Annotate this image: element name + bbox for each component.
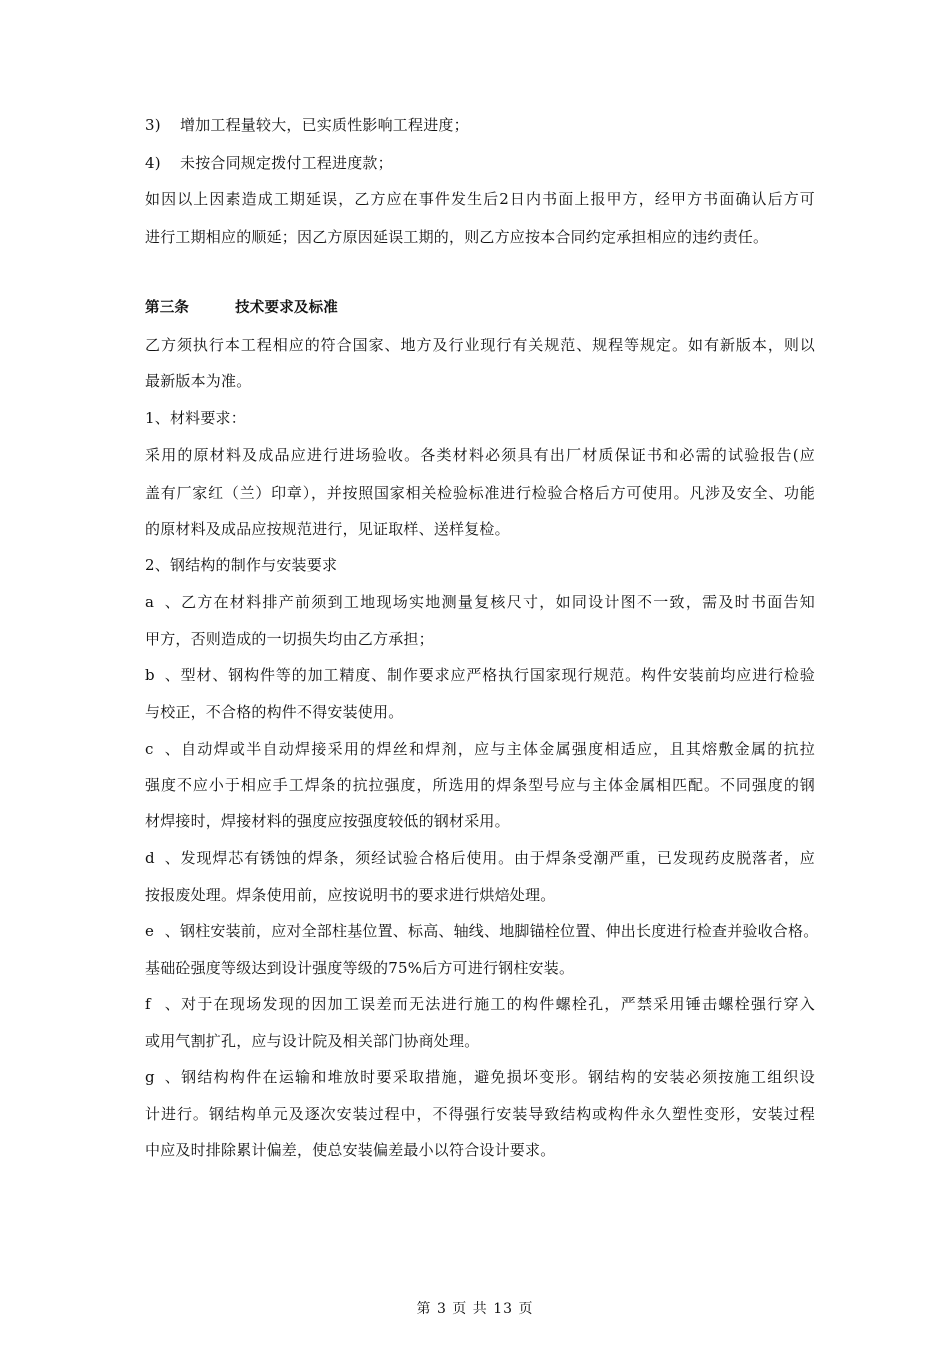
item-text: 型材、钢构件等的加工精度、制作要求应严格执行国家现行规范。构件安装前均应进行检验 bbox=[180, 666, 815, 684]
steel-item-a bbox=[145, 592, 815, 612]
paragraph-line: 中应及时排除累计偏差，使总安装偏差最小以符合设计要求。 bbox=[145, 1141, 556, 1159]
section-title: 技术要求及标准 bbox=[235, 300, 339, 316]
steel-item-g bbox=[145, 1067, 815, 1087]
paragraph-line: 材焊接时，焊接材料的强度应按强度较低的钢材采用。 bbox=[145, 812, 510, 830]
list-marker: 3) bbox=[145, 116, 161, 134]
paragraph-line: 盖有厂家红（兰）印章），并按照国家相关检验标准进行检验合格后方可使用。凡涉及安全、功能 bbox=[145, 484, 815, 502]
item-text: 钢结构构件在运输和堆放时要采取措施，避免损坏变形。钢结构的安装必须按施工组织设 bbox=[180, 1068, 815, 1086]
paragraph-line: 乙方须执行本工程相应的符合国家、地方及行业现行有关规范、规程等规定。如有新版本，则以 bbox=[145, 336, 815, 354]
steel-item-e bbox=[145, 921, 819, 941]
list-item-4 bbox=[145, 153, 815, 173]
paragraph-line: 与校正，不合格的构件不得安装使用。 bbox=[145, 703, 404, 721]
item-text: 发现焊芯有锈蚀的焊条，须经试验合格后使用。由于焊条受潮严重，已发现药皮脱落者，应 bbox=[180, 849, 815, 867]
item-text: 对于在现场发现的因加工误差而无法进行施工的构件螺栓孔，严禁采用锤击螺栓强行穿入 bbox=[180, 995, 815, 1013]
subsection-heading: 1、材料要求： bbox=[145, 409, 246, 427]
steel-item-c bbox=[145, 739, 815, 759]
steel-item-b bbox=[145, 665, 815, 685]
item-marker: d、 bbox=[145, 849, 180, 867]
paragraph-line: 强度不应小于相应手工焊条的抗拉强度，所选用的焊条型号应与主体金属相匹配。不同强度的钢 bbox=[145, 776, 815, 794]
item-marker: f、 bbox=[145, 995, 180, 1013]
list-text: 未按合同规定拨付工程进度款； bbox=[180, 154, 393, 172]
paragraph-line: 计进行。钢结构单元及逐次安装过程中，不得强行安装导致结构或构件永久塑性变形，安装过程 bbox=[145, 1105, 815, 1123]
paragraph-line: 进行工期相应的顺延；因乙方原因延误工期的，则乙方应按本合同约定承担相应的违约责任。 bbox=[145, 228, 769, 246]
paragraph-line: 如因以上因素造成工期延误，乙方应在事件发生后2日内书面上报甲方，经甲方书面确认后方可 bbox=[145, 190, 815, 208]
item-marker: a、 bbox=[145, 593, 180, 611]
item-text: 钢柱安装前，应对全部柱基位置、标高、轴线、地脚锚栓位置、伸出长度进行检查并验收合格。 bbox=[180, 922, 819, 940]
steel-item-f bbox=[145, 994, 815, 1014]
steel-item-d bbox=[145, 848, 815, 868]
item-marker: g、 bbox=[145, 1068, 180, 1086]
list-item-3 bbox=[145, 115, 815, 135]
paragraph-line: 或用气割扩孔，应与设计院及相关部门协商处理。 bbox=[145, 1032, 480, 1050]
paragraph-line: 甲方，否则造成的一切损失均由乙方承担； bbox=[145, 630, 434, 648]
paragraph-line: 的原材料及成品应按规范进行，见证取样、送样复检。 bbox=[145, 520, 510, 538]
section-heading bbox=[145, 298, 815, 318]
item-marker: e、 bbox=[145, 922, 180, 940]
item-text: 乙方在材料排产前须到工地现场实地测量复核尺寸，如同设计图不一致，需及时书面告知 bbox=[180, 593, 815, 611]
page-footer: 第 3 页 共 13 页 bbox=[416, 1301, 534, 1317]
item-marker: b、 bbox=[145, 666, 180, 684]
item-marker: c、 bbox=[145, 740, 180, 758]
list-marker: 4) bbox=[145, 154, 161, 172]
paragraph-line: 采用的原材料及成品应进行进场验收。各类材料必须具有出厂材质保证书和必需的试验报告(应 bbox=[145, 446, 815, 464]
subsection-heading: 2、钢结构的制作与安装要求 bbox=[145, 556, 338, 574]
section-number: 第三条 bbox=[145, 300, 190, 316]
item-text: 自动焊或半自动焊接采用的焊丝和焊剂，应与主体金属强度相适应，且其熔敷金属的抗拉 bbox=[180, 740, 815, 758]
list-text: 增加工程量较大，已实质性影响工程进度； bbox=[180, 116, 469, 134]
paragraph-line: 最新版本为准。 bbox=[145, 372, 252, 390]
paragraph-line: 按报废处理。焊条使用前，应按说明书的要求进行烘焙处理。 bbox=[145, 886, 556, 904]
paragraph-line: 基础砼强度等级达到设计强度等级的75%后方可进行钢柱安装。 bbox=[145, 959, 575, 977]
